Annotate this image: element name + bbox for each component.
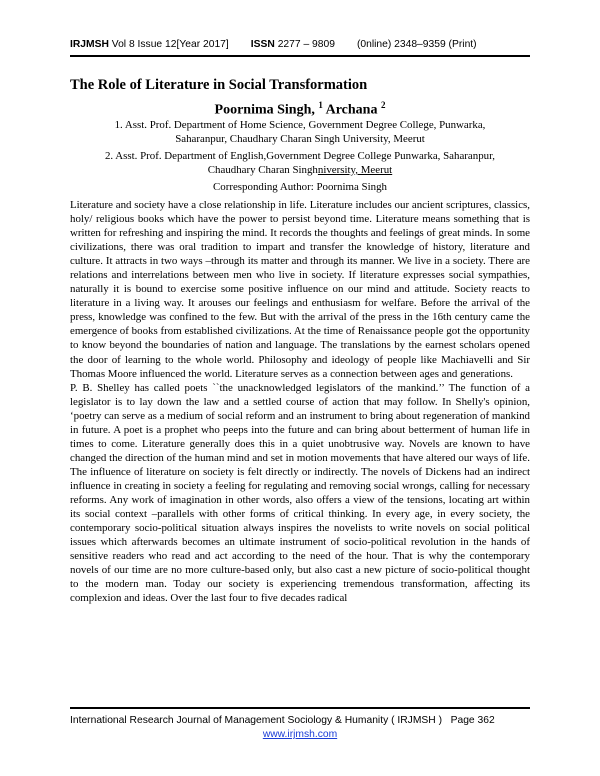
corresponding-author: Corresponding Author: Poornima Singh	[213, 181, 387, 193]
page-number: Page 362	[450, 715, 495, 726]
journal-abbreviation: IRJMSH	[70, 39, 109, 50]
issn-label: ISSN	[250, 39, 275, 50]
running-header	[70, 38, 530, 52]
article-body	[70, 198, 530, 605]
author-2: Archana	[325, 102, 378, 118]
affiliation-1-line-1: 1. Asst. Prof. Department of Home Science, Government Degree College, Punwarka,	[114, 119, 486, 131]
footer-journal-name: International Research Journal of Management Sociology & Humanity ( IRJMSH )	[70, 715, 443, 726]
journal-website-link[interactable]: www.irjmsh.com	[262, 729, 338, 740]
affiliation-2-line-1: 2. Asst. Prof. Department of English,Government Degree College Punwarka, Saharanpur,	[104, 150, 496, 162]
article-title: The Role of Literature in Social Transformation	[70, 77, 368, 93]
header-rule	[70, 55, 530, 57]
author-line	[70, 96, 530, 120]
affiliation-2-line-2	[70, 163, 530, 177]
affiliation-2-name: Chaudhary Charan Singh	[207, 164, 318, 176]
author-2-affiliation-mark: 2	[380, 100, 386, 110]
issn-value: 2277 – 9809	[277, 39, 335, 50]
online-print-issn: (0nline) 2348–9359 (Print)	[356, 39, 477, 50]
author-1: Poornima Singh,	[214, 102, 315, 118]
running-footer	[70, 714, 530, 728]
affiliation-1-line-2: Saharanpur, Chaudhary Charan Singh University, Meerut	[175, 133, 425, 145]
footer-rule	[70, 707, 530, 709]
affiliation-2-university: niversity, Meerut	[317, 164, 393, 176]
author-1-affiliation-mark: 1	[318, 100, 323, 110]
paragraph-1: Literature and society have a close relationship in life. Literature includes our ancient scriptures, classics, holy/ religious books which have the power to persist beyond time. Literature means something that is written for refreshing and inspiring the mind. It records the thoughts and feelings of great minds. In some civilizations, there was oral tradition to impart and transfer the knowledge of history, literature and culture. It attracts in two ways –through its matter and through its manner. We live in a society. There are relations and interrelations between men who live in society. If literature expresses social sympathies, naturally it is bound to exercise some positive influence on our mind and attitude. Society reacts to literature in a living way. It arouses our feelings and enthusiasm for welfare. Before the arrival of the press, knowledge was confined to the few. But with the arrival of the press in the 16th century came the emergence of books from established civilizations. At the time of Renaissance people got the opportunity to know beyond the boundaries of nation and language. The translations by the earnest scholars opened the door of learning to the whole world. Philosophy and ideology of people like Machiavelli and Sir Thomas Moore influenced the world. Literature serves as a connection between ages and generations.	[70, 199, 530, 380]
volume-issue: Vol 8 Issue 12[Year 2017]	[111, 39, 229, 50]
paragraph-2: P. B. Shelley has called poets ``the unacknowledged legislators of the mankind.’’ The function of a legislator is to lay down the law and a settled course of action that may follow. In Shelly's opinion, ‘poetry can serve as a medium of social reform and an instrument to bring about regeneration of mankind in future. A poet is a prophet who peeps into the future and can bring about betterment of human life in times to come. Literature generally does this in a quiet unobtrusive way. Novels are known to have changed the direction of the human mind and set in motion movements that have altered our ways of life. The influence of literature on society is felt directly or indirectly. The novels of Dickens had an indirect influence in creating in society a feeling for regulating and removing social wrongs, calling for necessary reforms. Any work of imagination in other words, also offers a view of the tensions, locating art within its social context –parallels with other forms of critical thinking. In every age, in every society, the contemporary socio-political situation always inspires the novelists to write novels on social political issues which afterwards becomes an ultimate instrument of socio-political revolution in the hands of sensitive readers who read and act according to the need of the hour. That is why the contemporary novels of our time are no more culture-based only, but also cast a new picture of socio-political thought to the modern man. Today our society is experiencing tremendous transformation, affecting its complexion and ideas. Over the last four to five decades radical	[70, 381, 530, 605]
